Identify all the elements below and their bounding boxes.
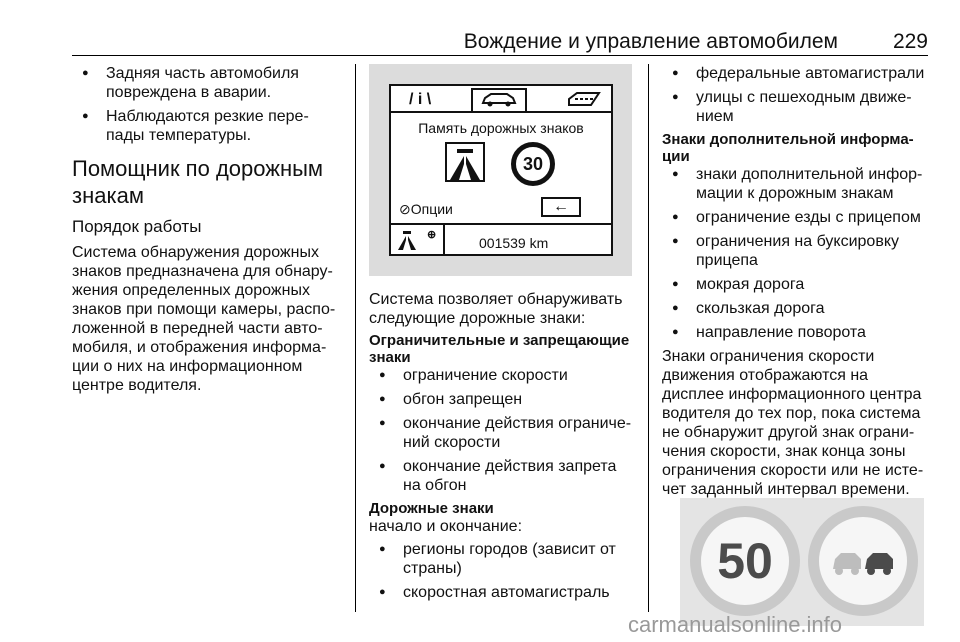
body-paragraph: Система позволяет обнаруживать следующие дорожные знаки: [369, 291, 623, 327]
tab-indicators: / i \ [409, 91, 432, 108]
list-item: ● скользкая дорога [662, 299, 932, 318]
list-item: ● Задняя часть автомобиля повреждена в аварии. [72, 64, 342, 102]
list-item: ● окончание действия запрета на обгон [369, 457, 634, 495]
column-divider-2 [648, 64, 649, 612]
list-item: ● мокрая дорога [662, 275, 932, 294]
no-overtaking-sign-icon [808, 506, 918, 616]
subsection-heading: Порядок работы [72, 217, 202, 236]
motorway-small-icon [397, 229, 417, 251]
status-rule [391, 223, 611, 225]
watermark: carmanualsonline.info [628, 612, 843, 637]
odometer-value: 001539 km [479, 235, 549, 251]
list-item: ● Наблюдаются резкие пере-пады температуры. [72, 107, 342, 145]
group-title: Дорожные знаки [369, 500, 494, 517]
list-item: ● регионы городов (зависит от страны) [369, 540, 634, 578]
status-divider [443, 225, 445, 256]
options-label: ⊘Опции [399, 201, 453, 217]
group-title: Ограничительные и запрещающие знаки [369, 332, 630, 366]
plus-icon: ⊕ [427, 229, 437, 241]
list-item: ● знаки дополнительной инфор-мации к дорожным знакам [662, 165, 932, 203]
road-icon [567, 90, 601, 113]
list-item: ● ограничения на буксировку прицепа [662, 232, 932, 270]
motorway-sign-icon [445, 142, 485, 182]
body-paragraph: Система обнаружения дорожных знаков предназначена для обнару-жения определенных дорожных знаков при помощи камеры, распо-ложенной в передней части авто-мобиля, и отображения информа-ции о них на информационном центре водителя. [72, 244, 336, 394]
tab-rule [391, 111, 611, 113]
section-heading: Помощник по дорожным знакам [72, 156, 324, 208]
car-icon [479, 90, 519, 108]
column-1 [72, 64, 342, 399]
header-rule [72, 55, 928, 56]
back-arrow-icon: ← [541, 197, 581, 217]
memory-label: Память дорожных знаков [418, 120, 584, 136]
list-item: ● обгон запрещен [369, 390, 634, 409]
list-item: ● скоростная автомагистраль [369, 583, 634, 602]
body-paragraph: Знаки ограничения скорости движения отображаются на дисплее информационного центра водителя до тех пор, пока система не обнаружит другой знак ограни-чения скорости, знак конца зоны ограничения скорости или не исте-чет заданный интервал времени. [662, 348, 924, 498]
speed-limit-sign: 30 [511, 142, 555, 186]
page-number: 229 [892, 30, 928, 53]
speed-limit-50-sign: 50 [690, 506, 800, 616]
column-2 [369, 64, 634, 607]
list-item: ● улицы с пешеходным движе-нием [662, 88, 932, 126]
page-header [72, 30, 928, 56]
column-3 [662, 64, 932, 503]
driver-info-screen [389, 84, 613, 256]
list-item: ● ограничение скорости [369, 366, 634, 385]
list-item: ● федеральные автомагистрали [662, 64, 932, 83]
screen-tabs [391, 86, 611, 112]
list-item: ● окончание действия ограниче-ний скорости [369, 414, 634, 452]
display-figure [369, 64, 632, 276]
column-divider-1 [355, 64, 356, 612]
tab-car-icon [471, 88, 527, 112]
sign-illustration [680, 498, 924, 626]
running-title: Вождение и управление автомобилем [463, 30, 838, 53]
group-intro: начало и окончание: [369, 518, 523, 535]
list-item: ● ограничение езды с прицепом [662, 208, 932, 227]
list-item: ● направление поворота [662, 323, 932, 342]
group-title: Знаки дополнительной информа-ции [662, 131, 914, 165]
